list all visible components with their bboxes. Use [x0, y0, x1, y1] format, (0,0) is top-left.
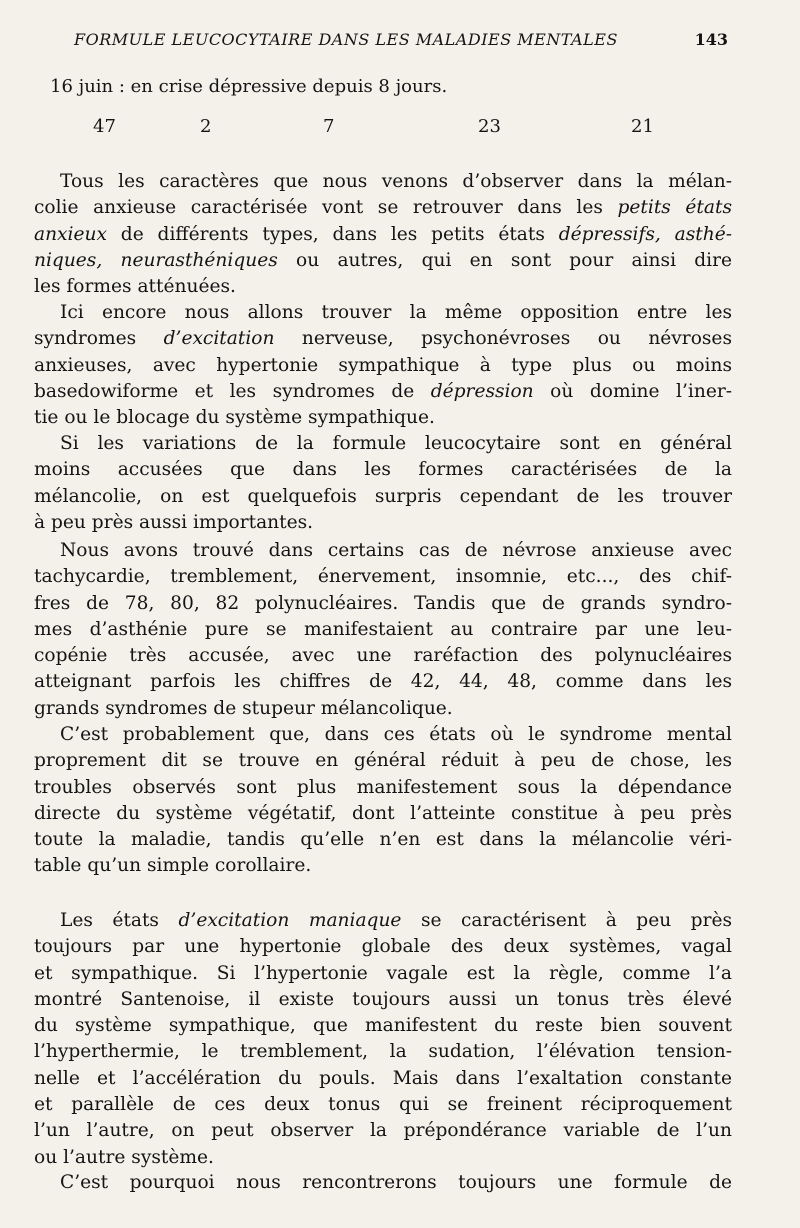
case-date-line: 16 juin : en crise dépressive depuis 8 jours. [50, 76, 448, 97]
running-header-title: FORMULE LEUCOCYTAIRE DANS LES MALADIES MENTALES [74, 30, 618, 49]
paragraph-5 [34, 722, 732, 880]
running-header [74, 30, 728, 49]
text-line: et sympathique. Si l’hypertonie vagale est la règle, comme l’a [34, 962, 732, 984]
paragraph-4 [34, 538, 732, 722]
text-line: C’est probablement que, dans ces états où le syndrome mental [60, 724, 732, 745]
text-line: troubles observés sont plus manifestement sous la dépendance [34, 776, 732, 798]
paragraph-2 [34, 300, 732, 431]
text-line: atteignant parfois les chiffres de 42, 44, 48, comme dans les [34, 671, 732, 693]
text-line: l’hyperthermie, le tremblement, la sudation, l’élévation tension- [34, 1041, 732, 1063]
page-number: 143 [694, 30, 728, 49]
text-line: et parallèle de ces deux tonus qui se freinent réciproquement [34, 1094, 732, 1116]
text-line: Ici encore nous allons trouver la même opposition entre les [60, 302, 732, 323]
paragraph-7 [34, 1170, 732, 1196]
text-line: ou l’autre système. [34, 1146, 214, 1168]
count-value: 7 [323, 116, 335, 137]
text-line: moins accusées que dans les formes caractérisées de la [34, 459, 732, 481]
text-line: toujours par une hypertonie globale des deux systèmes, vagal [34, 936, 732, 958]
text-line: copénie très accusée, avec une raréfaction des polynucléaires [34, 645, 732, 667]
paragraph-1 [34, 169, 732, 300]
text-line: syndromes d’excitation nerveuse, psychonévroses ou névroses [34, 328, 732, 350]
text-line: C’est pourquoi nous rencontrerons toujours une formule de [60, 1172, 732, 1193]
text-line: colie anxieuse caractérisée vont se retrouver dans les petits états [34, 197, 733, 219]
text-line: anxieuses, avec hypertonie sympathique à type plus ou moins [34, 354, 732, 376]
text-line: niques, neurasthéniques ou autres, qui en sont pour ainsi dire [34, 249, 733, 271]
text-line: montré Santenoise, il existe toujours aussi un tonus très élevé [34, 988, 732, 1010]
text-line: l’un l’autre, on peut observer la prépondérance variable de l’un [34, 1120, 732, 1142]
text-line: à peu près aussi importantes. [34, 511, 314, 533]
text-line: Nous avons trouvé dans certains cas de névrose anxieuse avec [60, 540, 732, 561]
text-line: du système sympathique, que manifestent du reste bien souvent [34, 1015, 732, 1037]
text-line: mélancolie, on est quelquefois surpris cependant de les trouver [34, 485, 732, 507]
text-line: tie ou le blocage du système sympathique. [34, 407, 435, 429]
text-line: nelle et l’accélération du pouls. Mais dans l’exaltation constante [34, 1067, 732, 1089]
count-value: 21 [631, 116, 654, 137]
text-line: mes d’asthénie pure se manifestaient au contraire par une leu- [34, 618, 732, 640]
paragraph-3 [34, 431, 732, 536]
text-line: directe du système végétatif, dont l’atteinte constitue à peu près [34, 802, 732, 824]
text-line: Tous les caractères que nous venons d’observer dans la mélan- [60, 171, 732, 192]
text-line: tachycardie, tremblement, énervement, insomnie, etc..., des chif- [34, 566, 732, 588]
text-line: toute la maladie, tandis qu’elle n’en est dans la mélancolie véri- [34, 829, 732, 851]
text-line: fres de 78, 80, 82 polynucléaires. Tandis que de grands syndro- [34, 592, 732, 614]
count-value: 2 [200, 116, 212, 137]
leukocyte-counts-row [0, 116, 800, 142]
text-line: table qu’un simple corollaire. [34, 855, 312, 877]
text-line: Si les variations de la formule leucocytaire sont en général [60, 433, 732, 454]
text-line: les formes atténuées. [34, 276, 236, 298]
text-line: grands syndromes de stupeur mélancolique. [34, 697, 453, 719]
text-line: proprement dit se trouve en général réduit à peu de chose, les [34, 750, 732, 772]
paragraph-6 [34, 908, 732, 1171]
count-value: 47 [93, 116, 116, 137]
text-line: basedowiforme et les syndromes de dépression où domine l’iner- [34, 380, 732, 402]
count-value: 23 [478, 116, 501, 137]
text-line: Les états d’excitation maniaque se caractérisent à peu près [60, 910, 733, 931]
text-line: anxieux de différents types, dans les petits états dépressifs, asthé- [34, 223, 732, 245]
